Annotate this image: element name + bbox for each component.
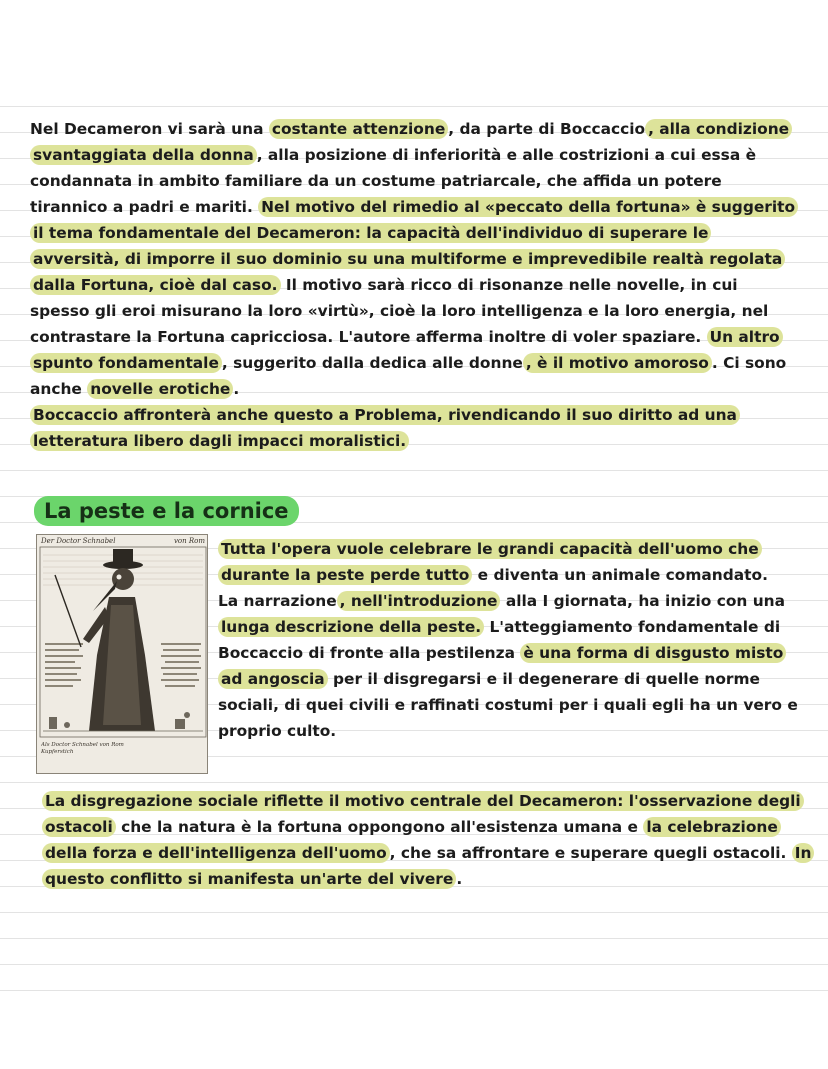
highlight: , è il motivo amoroso [523, 353, 712, 373]
text-segment: e diventa un animale comandato. [472, 566, 768, 584]
engraving-caption-line: Als Doctor Schnabel von Rom [41, 742, 124, 748]
text-segment: , suggerito dalla dedica alle donne [221, 354, 523, 372]
highlight: La disgregazione sociale riflette il motivo centrale del Decameron: l'osservazione degli ostacoli [42, 791, 804, 837]
highlight: novelle erotiche [87, 379, 233, 399]
highlight: è una forma di disgusto misto ad angoscia [218, 643, 786, 689]
text-segment: . [456, 870, 463, 888]
highlight: la celebrazione della forza e dell'intelligenza dell'uomo [42, 817, 781, 863]
highlight: Tutta l'opera vuole celebrare le grandi capacità dell'uomo che durante la peste perde tutto [218, 539, 762, 585]
engraving-caption-line: Kupferstich [41, 749, 74, 755]
plague-doctor-engraving-icon [36, 534, 208, 774]
text-segment: . Ci sono anche [30, 354, 787, 398]
text-segment: L'atteggiamento fondamentale di Boccaccio [218, 618, 781, 662]
highlight: Boccaccio affronterà anche questo a Problema, rivendicando il suo diritto ad una letteratura libero dagli impacci moralistici. [30, 405, 740, 451]
paragraph-plague [218, 536, 798, 744]
text-segment: , che sa affrontare e superare quegli ostacoli. [389, 844, 792, 862]
engraving-title [41, 537, 205, 545]
page-bottom-margin [0, 995, 828, 1069]
text-segment: alla I giornata, ha inizio con una [500, 592, 786, 610]
paragraph-decameron-intro [30, 116, 800, 454]
engraving-caption [41, 742, 205, 756]
text-segment: di fronte alla pestilenza [303, 644, 521, 662]
text-segment: per il disgregarsi e il degenerare di quelle norme sociali, di quei civili e raffinati costumi per i quali egli ha un vero e proprio culto. [218, 670, 798, 740]
engraving-title-left: Der Doctor Schnabel [41, 537, 116, 545]
text-segment: che la natura è la fortuna oppongono all'esistenza umana e [115, 818, 644, 836]
highlight: lunga descrizione della peste. [218, 617, 484, 637]
text-segment: , da parte di Boccaccio [448, 120, 646, 138]
text-segment: La narrazione [218, 592, 337, 610]
page-top-margin [0, 0, 828, 100]
highlight: In questo conflitto si manifesta un'arte del vivere [42, 843, 814, 889]
text-segment: , alla posizione di inferiorità e alle costrizioni a cui essa è condannata in ambito familiare da un costume patriarcale, che affida un potere tirannico a padri e mariti. [30, 146, 757, 216]
highlight: Nel motivo del rimedio al «peccato della fortuna» è suggerito il tema fondamentale del Decameron: la capacità dell'individuo di superare le avversità, di imporre il suo dominio su una multiforme e imprevedibile realtà regolata dalla Fortuna, cioè dal caso. [30, 197, 798, 295]
text-segment: Il motivo sarà ricco di risonanze nelle novelle, in cui spesso gli eroi misurano la loro «virtù», cioè la loro intelligenza e la loro energia, nel contrastare la Fortuna capricciosa. L'autore afferma inoltre di voler spaziare. [30, 276, 769, 346]
highlight: costante attenzione [269, 119, 448, 139]
paragraph-social-disintegration [42, 788, 822, 892]
highlight: Un altro spunto fondamentale [30, 327, 783, 373]
highlight: , alla condizione svantaggiata della donna [30, 119, 792, 165]
highlight: , nell'introduzione [337, 591, 501, 611]
text-segment: Nel Decameron vi sarà una [30, 120, 269, 138]
section-heading: La peste e la cornice [34, 496, 299, 526]
engraving-title-right: von Rom [173, 537, 205, 545]
engraving-drawing [37, 535, 208, 774]
text-segment: . [233, 380, 240, 398]
